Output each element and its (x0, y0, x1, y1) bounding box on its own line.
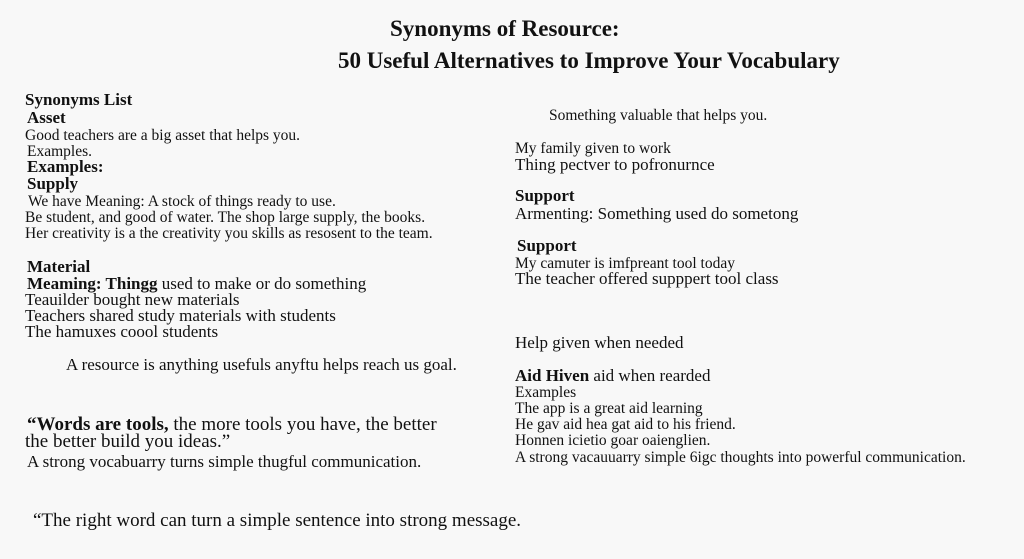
help-meaning: Help given when needed (515, 333, 684, 352)
supply-line: Her creativity is a the creativity you skills as resosent to the team. (25, 225, 433, 242)
material-meaning-label: Meaming: Thingg (27, 274, 158, 293)
material-line: The hamuxes coool students (25, 322, 219, 341)
asset-examples-heading: Examples: (27, 157, 104, 176)
material-line: Teachers shared study materials with students (25, 306, 336, 325)
words-quote-rest: the more tools you have, the better (168, 414, 437, 435)
aid-line: Honnen icietio goar oaienglien. (515, 432, 711, 449)
right-line: Thing pectver to pofronurnce (515, 155, 715, 174)
words-quote-line2: the better build you ideas.” (25, 431, 231, 452)
asset-meaning: Something valuable that helps you. (549, 107, 768, 124)
right-line: My family given to work (515, 140, 671, 157)
words-quote-bold: “Words are tools, (27, 414, 169, 435)
support-meaning: Armenting: Something used do sometong (515, 204, 799, 223)
supply-line: We have Meaning: A stock of things ready to use. (28, 193, 336, 210)
support-heading: Support (517, 236, 577, 255)
asset-line: Good teachers are a big asset that helps you. (25, 127, 301, 144)
vocabulary-line: A strong vocabuarry turns simple thugful communication. (27, 452, 422, 471)
footer-quote: “The right word can turn a simple sentence into strong message. (33, 510, 522, 531)
aid-heading-bold: Aid Hiven (515, 366, 590, 385)
aid-heading (515, 367, 710, 385)
support-heading: Support (515, 186, 575, 205)
aid-line: A strong vacauuarry simple 6igc thoughts into powerful communication. (515, 449, 966, 466)
resource-summary: A resource is anything usefuls anyftu helps reach us goal. (66, 355, 457, 374)
asset-heading: Asset (27, 108, 66, 127)
aid-heading-rest: aid when rearded (589, 366, 711, 385)
supply-heading: Supply (27, 174, 79, 193)
synonyms-list-heading: Synonyms List (25, 90, 133, 109)
support-line: My camuter is imfpreant tool today (515, 255, 735, 272)
aid-examples-label: Examples (515, 384, 577, 401)
support-line: The teacher offered supppert tool class (515, 269, 779, 288)
page-title-line2: 50 Useful Alternatives to Improve Your Vocabulary (338, 48, 840, 73)
page-title-line1: Synonyms of Resource: (390, 16, 620, 41)
supply-line: Be student, and good of water. The shop large supply, the books. (25, 209, 426, 226)
material-meaning-text: used to make or do something (157, 274, 367, 293)
material-heading: Material (27, 257, 91, 276)
aid-line: He gav aid hea gat aid to his friend. (515, 416, 736, 433)
aid-line: The app is a great aid learning (515, 400, 703, 417)
material-line: Teauilder bought new materials (25, 290, 240, 309)
asset-examples-label: Examples. (27, 143, 92, 160)
